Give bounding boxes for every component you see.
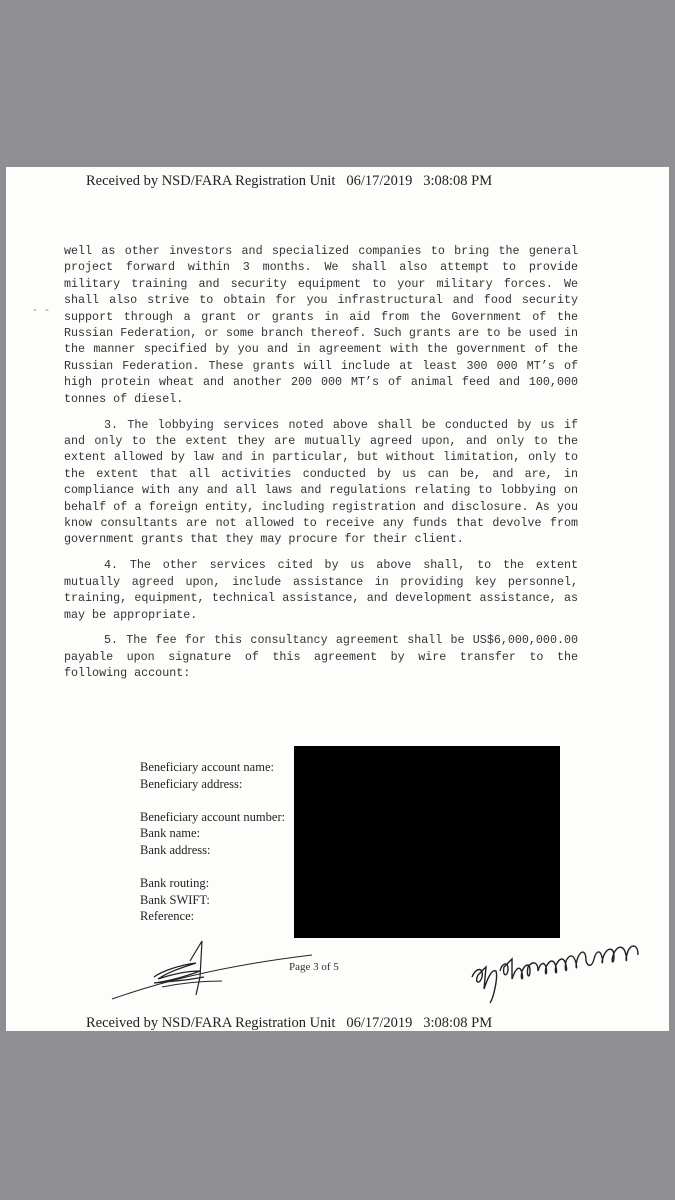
right-signature xyxy=(468,937,643,1007)
beneficiary-number-label: Beneficiary account number: xyxy=(140,809,286,824)
paragraph-continuation: well as other investors and specialized companies to bring the general project forward within 3 months. We shall also attempt to provide military training and security equipment to your military forces. We shall also strive to obtain for you infrastructural and food security support through a grant or grants in aid from the Government of the Russian Federation, or some branch thereof. Such grants are to be used in the manner specified by you and in agreement with the government of the Russian Federation. These grants will include at least 300 000 MT’s of high protein wheat and another 200 000 MT’s of animal feed and 100,000 tonnes of diesel. xyxy=(64,244,578,406)
beneficiary-address-label: Beneficiary address: xyxy=(140,776,243,791)
document-page xyxy=(6,167,669,1031)
fara-received-stamp-bottom: Received by NSD/FARA Registration Unit 06/17/2019 3:08:08 PM xyxy=(86,1015,493,1031)
bank-swift-label: Bank SWIFT: xyxy=(140,892,210,907)
account-details-labels xyxy=(140,759,285,925)
document-body xyxy=(64,243,578,691)
margin-mark: - - xyxy=(32,306,51,317)
bank-address-label: Bank address: xyxy=(140,842,211,857)
left-signature xyxy=(92,937,322,1007)
beneficiary-name-label: Beneficiary account name: xyxy=(140,760,274,774)
paragraph-4-other-services: 4. The other services cited by us above shall, to the extent mutually agreed upon, include assistance in providing key personnel, training, equipment, technical assistance, and development assistance, as may be appropriate. xyxy=(64,558,578,622)
page-number: Page 3 of 5 xyxy=(289,961,339,973)
reference-label: Reference: xyxy=(140,909,195,924)
bank-name-label: Bank name: xyxy=(140,826,201,841)
bank-routing-label: Bank routing: xyxy=(140,876,210,891)
paragraph-5-fee: 5. The fee for this consultancy agreement shall be US$6,000,000.00 payable upon signature of this agreement by wire transfer to the following account: xyxy=(64,633,578,681)
redaction-block xyxy=(294,746,560,938)
fara-received-stamp-top: Received by NSD/FARA Registration Unit 06/17/2019 3:08:08 PM xyxy=(86,173,493,189)
paragraph-3-lobbying: 3. The lobbying services noted above shall be conducted by us if and only to the extent they are mutually agreed upon, and only to the extent allowed by law and in particular, but without limitation, only to the extent that all activities conducted by us can be, and are, in compliance with any and all laws and regulations relating to lobbying on behalf of a foreign entity, including registration and disclosure. As you know consultants are not allowed to receive any funds that devolve from government grants that they may procure for their client. xyxy=(64,417,578,547)
